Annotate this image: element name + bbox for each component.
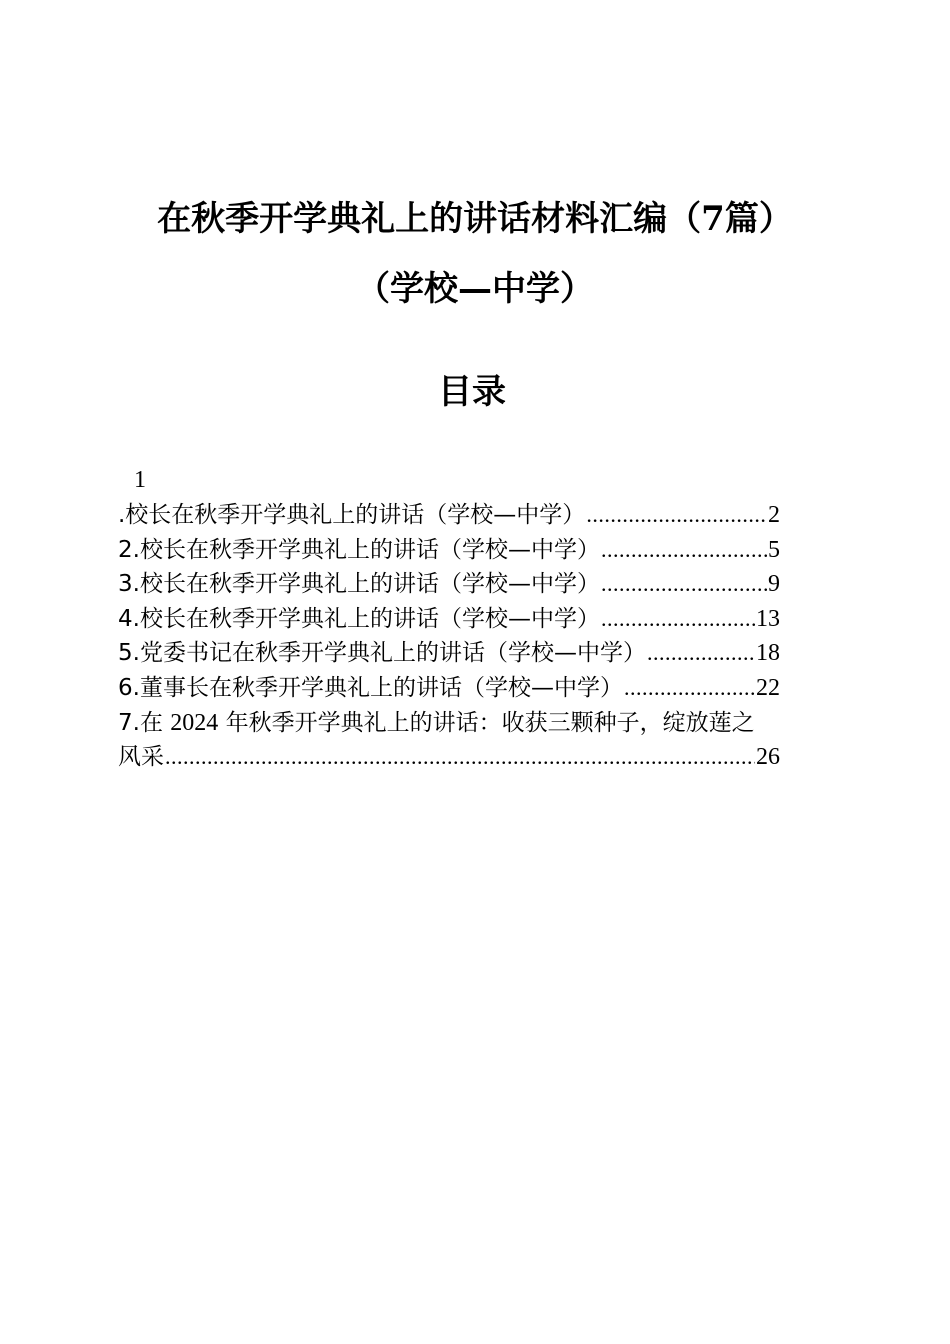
toc-leader-dots — [601, 567, 767, 602]
toc-entry-page: 9 — [768, 571, 780, 598]
toc-entry-page: 13 — [756, 605, 780, 632]
toc-entry-title: 6.董事长在秋季开学典礼上的讲话（学校—中学） — [118, 674, 623, 701]
toc-entry-7-prefix: 7.在 — [118, 709, 171, 736]
toc-entry-title: 2.校长在秋季开学典礼上的讲话（学校—中学） — [118, 536, 600, 563]
toc-heading: 目录 — [438, 372, 506, 412]
toc-entry-7-year: 2024 — [170, 709, 219, 736]
toc-entry-3[interactable] — [118, 567, 780, 602]
document-subtitle: （学校—中学） — [356, 269, 594, 309]
toc-leader-dots — [601, 533, 767, 568]
toc-entry-title: .校长在秋季开学典礼上的讲话（学校—中学） — [118, 502, 586, 528]
toc-entry-1[interactable] — [118, 498, 780, 533]
toc-entry-7[interactable] — [118, 706, 780, 775]
toc-entry-page: 2 — [768, 502, 780, 528]
toc-entry-6[interactable] — [118, 671, 780, 706]
toc-entry-7-line2 — [118, 740, 780, 775]
toc-entry-7-rest: 年秋季开学典礼上的讲话：收获三颗种子，绽放莲之 — [218, 709, 755, 736]
toc-leader-dots — [586, 498, 767, 533]
toc-entry-page: 5 — [768, 536, 780, 563]
toc-leader-dots — [647, 636, 755, 671]
toc-leader-dots — [601, 602, 755, 637]
toc-entry-page: 26 — [756, 744, 780, 771]
document-title: 在秋季开学典礼上的讲话材料汇编（7篇） — [157, 199, 793, 239]
toc-entry-title: 3.校长在秋季开学典礼上的讲话（学校—中学） — [118, 571, 600, 598]
toc-entry-page: 22 — [756, 674, 780, 701]
toc-entry-2[interactable] — [118, 533, 780, 568]
toc-entry-title: 风采 — [118, 744, 164, 771]
toc-leader-dots — [165, 740, 755, 775]
toc-entry-7-line1 — [118, 706, 838, 741]
table-of-contents — [118, 462, 780, 775]
toc-entry-4[interactable] — [118, 602, 780, 637]
toc-entry-page: 18 — [756, 640, 780, 667]
toc-first-number: 1 — [134, 467, 146, 493]
toc-entry-5[interactable] — [118, 636, 780, 671]
toc-entry-title: 5.党委书记在秋季开学典礼上的讲话（学校—中学） — [118, 640, 646, 667]
toc-leader-dots — [624, 671, 755, 706]
toc-entry-title: 4.校长在秋季开学典礼上的讲话（学校—中学） — [118, 605, 600, 632]
